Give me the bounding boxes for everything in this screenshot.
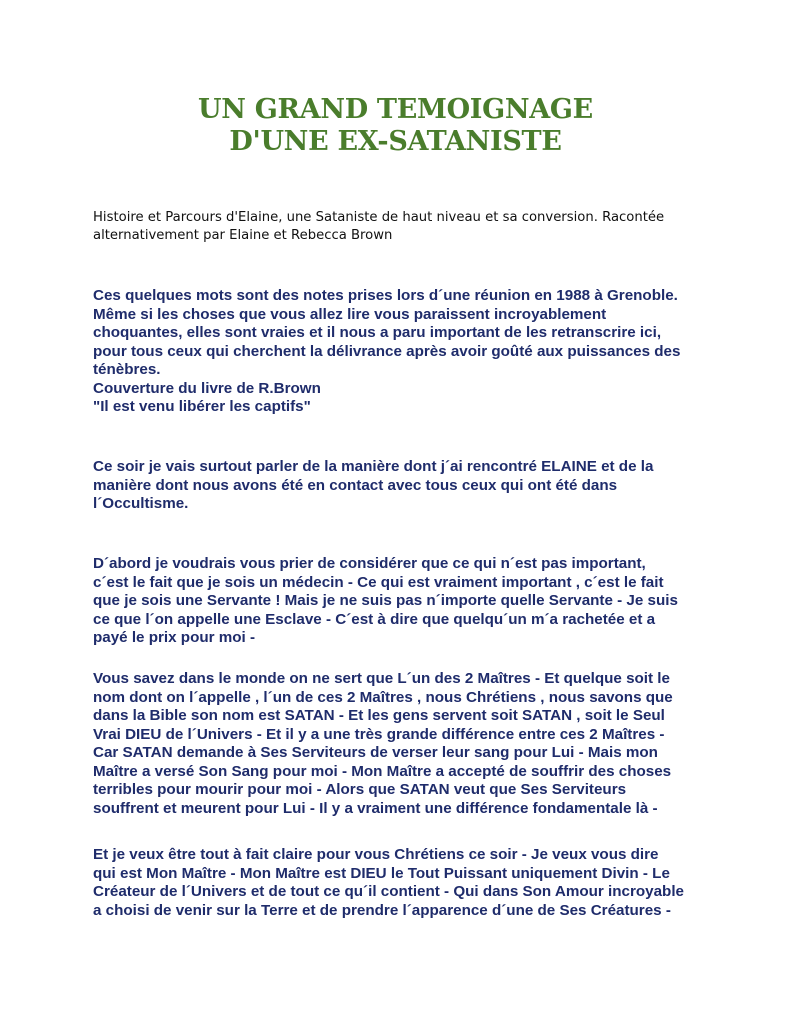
paragraph-line: Ce soir je vais surtout parler de la manière dont j´ai rencontré ELAINE et de la (93, 458, 654, 475)
paragraph-line: c´est le fait que je sois un médecin - Ce qui est vraiment important , c´est le fait (93, 573, 664, 591)
paragraph-deux-maitres (93, 670, 718, 818)
paragraph-line: ténèbres. (93, 361, 161, 378)
title-line-1: UN GRAND TEMOIGNAGE (198, 94, 593, 125)
paragraph-servante (93, 555, 718, 648)
paragraph-line: l´Occultisme. (93, 495, 189, 512)
subtitle-line-2: alternativement par Elaine et Rebecca Brown (93, 228, 393, 243)
subtitle-line-1: Histoire et Parcours d'Elaine, une Sataniste de haut niveau et sa conversion. Racontée (93, 210, 665, 225)
document-title (0, 94, 791, 158)
paragraph-line: D´abord je voudrais vous prier de considérer que ce qui n´est pas important, (93, 555, 646, 572)
paragraph-line: ce que l´on appelle une Esclave - C´est à dire que quelqu´un m´a rachetée et a (93, 610, 656, 628)
paragraph-line: a choisi de venir sur la Terre et de prendre l´apparence d´une de Ses Créatures - (93, 901, 671, 919)
paragraph-line: que je sois une Servante ! Mais je ne suis pas n´importe quelle Servante - Je suis (93, 592, 678, 609)
paragraph-elaine (93, 458, 718, 514)
paragraph-line: Ces quelques mots sont des notes prises lors d´une réunion en 1988 à Grenoble. (93, 287, 678, 304)
paragraph-line: payé le prix pour moi - (93, 629, 256, 646)
paragraph-line: Et je veux être tout à fait claire pour vous Chrétiens ce soir - Je veux vous dire (93, 846, 659, 863)
title-line-2: D'UNE EX-SATANISTE (229, 126, 562, 157)
paragraph-line: nom dont on l´appelle , l´un de ces 2 Maîtres , nous Chrétiens , nous savons que (93, 688, 673, 706)
paragraph-line: Car SATAN demande à Ses Serviteurs de verser leur sang pour Lui - Mais mon (93, 744, 658, 761)
book-title: "Il est venu libérer les captifs" (93, 398, 311, 415)
paragraph-line: Vrai DIEU de l´Univers - Et il y a une très grande différence entre ces 2 Maîtres - (93, 725, 665, 743)
book-cover-caption: Couverture du livre de R.Brown (93, 379, 321, 397)
paragraph-line: souffrent et meurent pour Lui - Il y a vraiment une différence fondamentale là - (93, 799, 658, 817)
paragraph-mon-maitre (93, 846, 718, 920)
paragraph-line: choquantes, elles sont vraies et il nous a paru important de les retranscrire ici, (93, 324, 662, 341)
paragraph-line: terribles pour mourir pour moi - Alors que SATAN veut que Ses Serviteurs (93, 781, 627, 798)
paragraph-line: Même si les choses que vous allez lire vous paraissent incroyablement (93, 305, 607, 323)
paragraph-line: Créateur de l´Univers et de tout ce qu´il contient - Qui dans Son Amour incroyable (93, 883, 684, 900)
document-subtitle (93, 209, 713, 245)
paragraph-line: Maître a versé Son Sang pour moi - Mon Maître a accepté de souffrir des choses (93, 762, 672, 780)
paragraph-line: pour tous ceux qui cherchent la délivrance après avoir goûté aux puissances des (93, 342, 681, 360)
paragraph-line: manière dont nous avons été en contact avec tous ceux qui ont été dans (93, 476, 618, 494)
paragraph-line: Vous savez dans le monde on ne sert que L´un des 2 Maîtres - Et quelque soit le (93, 670, 670, 687)
paragraph-line: dans la Bible son nom est SATAN - Et les gens servent soit SATAN , soit le Seul (93, 707, 665, 724)
paragraph-intro (93, 287, 718, 417)
paragraph-line: qui est Mon Maître - Mon Maître est DIEU le Tout Puissant uniquement Divin - Le (93, 864, 670, 882)
